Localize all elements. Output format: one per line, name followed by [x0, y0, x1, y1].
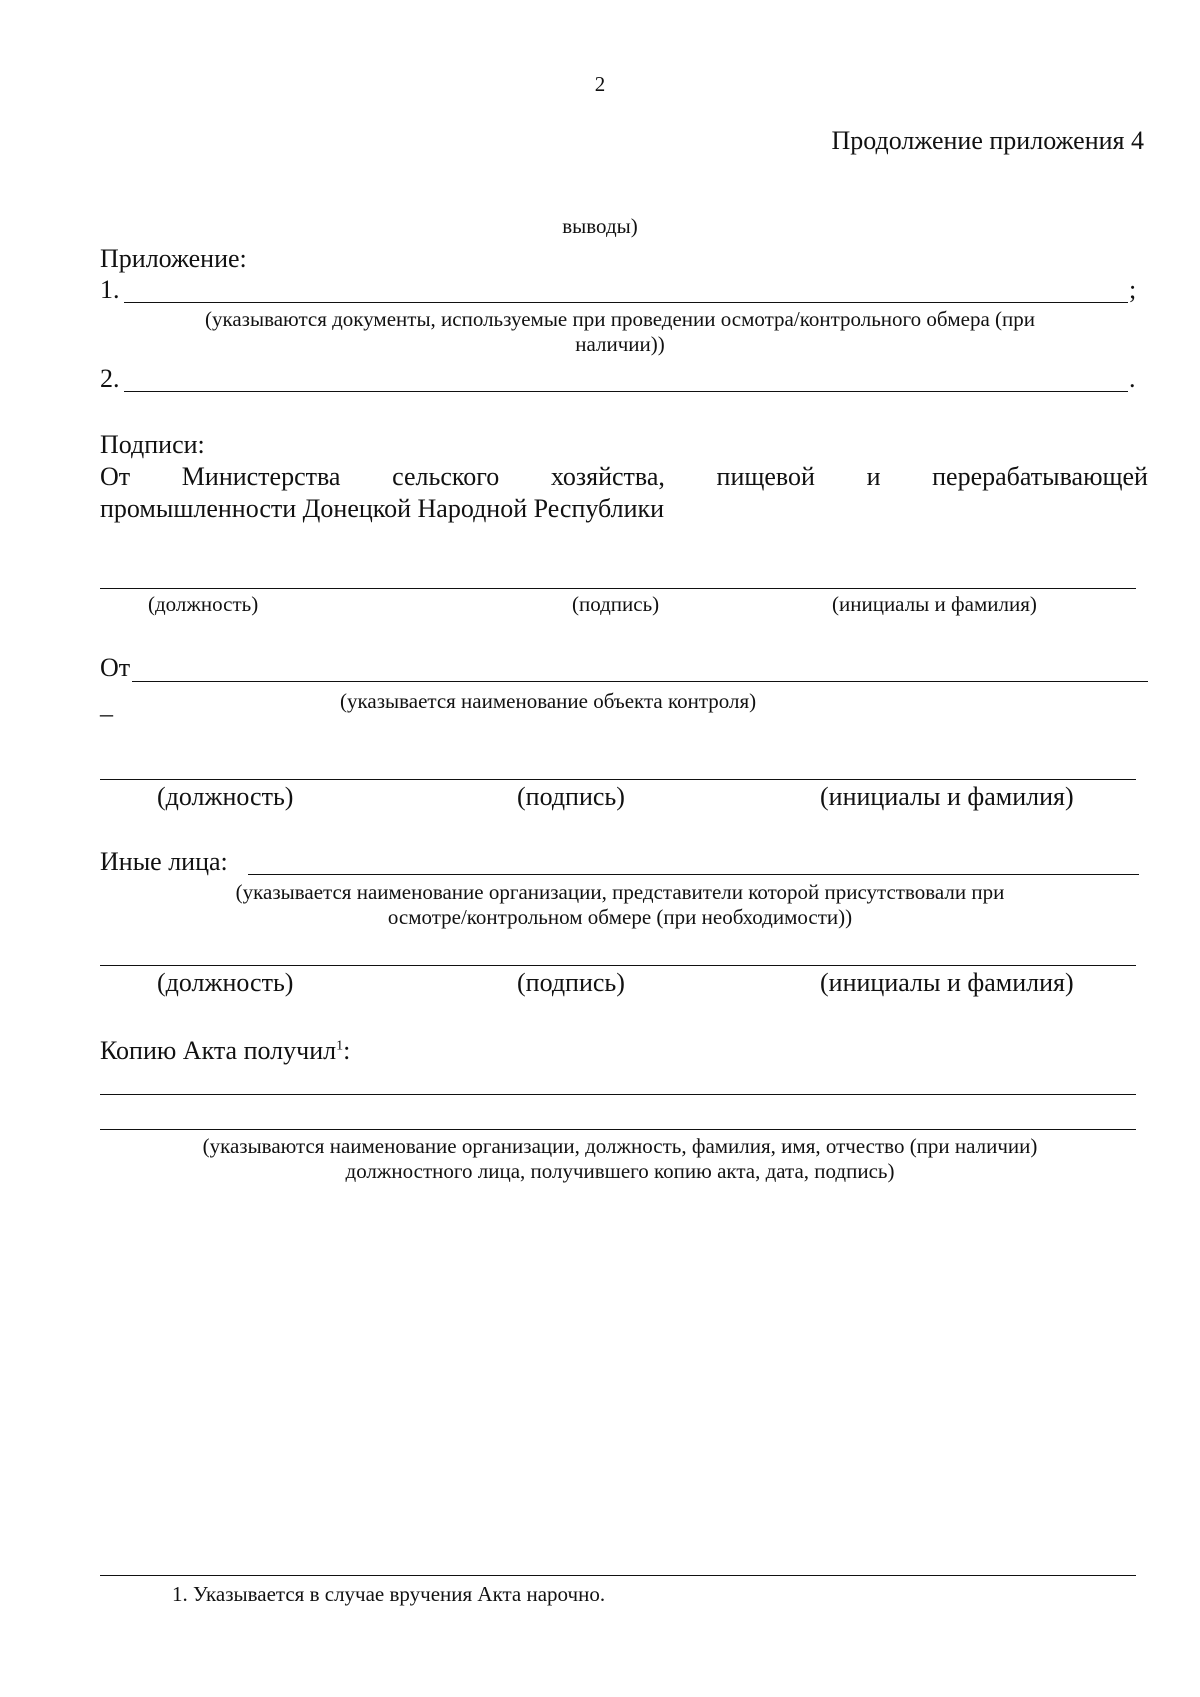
appendix-item2-end: .: [1129, 364, 1136, 393]
ministry-word: Министерства: [181, 462, 341, 491]
appendix-item2-line[interactable]: [124, 391, 1128, 392]
object-hint: (указывается наименование объекта контроля): [340, 689, 757, 713]
footnote-mark: 1: [336, 1038, 344, 1054]
copy-received-label: [100, 1036, 350, 1066]
signature-block3-name-caption: (инициалы и фамилия): [820, 968, 1074, 997]
other-persons-hint-line2: осмотре/контрольном обмере (при необходимости)): [387, 905, 853, 929]
object-name-line[interactable]: [132, 681, 1148, 682]
signature-block3-position-caption: (должность): [157, 968, 294, 997]
signature-block3-line[interactable]: [100, 965, 1136, 966]
signature-block1-signature-caption: (подпись): [572, 592, 660, 616]
ministry-line1: [100, 462, 1148, 492]
appendix-item1-line[interactable]: [124, 302, 1128, 303]
other-persons-hint: [100, 880, 1140, 930]
other-persons-label: Иные лица:: [100, 847, 228, 876]
signature-block2-name-caption: (инициалы и фамилия): [820, 782, 1074, 811]
object-dash: _: [100, 690, 113, 719]
conclusions-fragment: выводы): [562, 214, 638, 238]
appendix-item1-hint-line2: наличии)): [575, 332, 665, 356]
appendix-heading: Приложение:: [100, 244, 247, 273]
signatures-heading: Подписи:: [100, 430, 205, 459]
signature-block1-position-caption: (должность): [148, 592, 259, 616]
ministry-word: От: [100, 462, 131, 491]
appendix-item1-hint: [100, 307, 1140, 357]
copy-received-text: Копию Акта получил: [100, 1036, 337, 1065]
signature-block1-name-caption: (инициалы и фамилия): [832, 592, 1037, 616]
copy-received-line1[interactable]: [100, 1094, 1136, 1095]
other-persons-hint-line1: (указывается наименование организации, представители которой присутствовали при: [235, 880, 1005, 904]
object-prefix: От: [100, 653, 131, 682]
ministry-word: хозяйства,: [550, 462, 665, 491]
signature-block2-position-caption: (должность): [157, 782, 294, 811]
ministry-word: сельского: [392, 462, 500, 491]
appendix-item1-end: ;: [1129, 275, 1137, 304]
appendix-item2-number: 2.: [100, 364, 120, 393]
copy-received-hint: [100, 1134, 1140, 1184]
appendix-item1-hint-line1: (указываются документы, используемые при проведении осмотра/контрольного обмера (при: [204, 307, 1036, 331]
ministry-line2: промышленности Донецкой Народной Республики: [100, 494, 665, 523]
copy-received-colon: :: [343, 1036, 351, 1065]
footnote-text: 1. Указывается в случае вручения Акта нарочно.: [172, 1582, 606, 1606]
ministry-word: пищевой: [716, 462, 815, 491]
signature-block1-line[interactable]: [100, 588, 1136, 589]
copy-received-hint-line2: должностного лица, получившего копию акта, дата, подпись): [345, 1159, 895, 1183]
ministry-word: перерабатывающей: [932, 462, 1148, 491]
copy-received-line2[interactable]: [100, 1129, 1136, 1130]
signature-block3-signature-caption: (подпись): [517, 968, 625, 997]
continuation-header: Продолжение приложения 4: [831, 126, 1144, 155]
signature-block2-line[interactable]: [100, 779, 1136, 780]
copy-received-hint-line1: (указываются наименование организации, должность, фамилия, имя, отчество (при наличии): [202, 1134, 1038, 1158]
other-persons-line[interactable]: [248, 874, 1139, 875]
page-number: 2: [594, 72, 606, 96]
appendix-item1-number: 1.: [100, 275, 120, 304]
ministry-word: и: [866, 462, 881, 491]
footnote-separator: [100, 1575, 1136, 1576]
signature-block2-signature-caption: (подпись): [517, 782, 625, 811]
